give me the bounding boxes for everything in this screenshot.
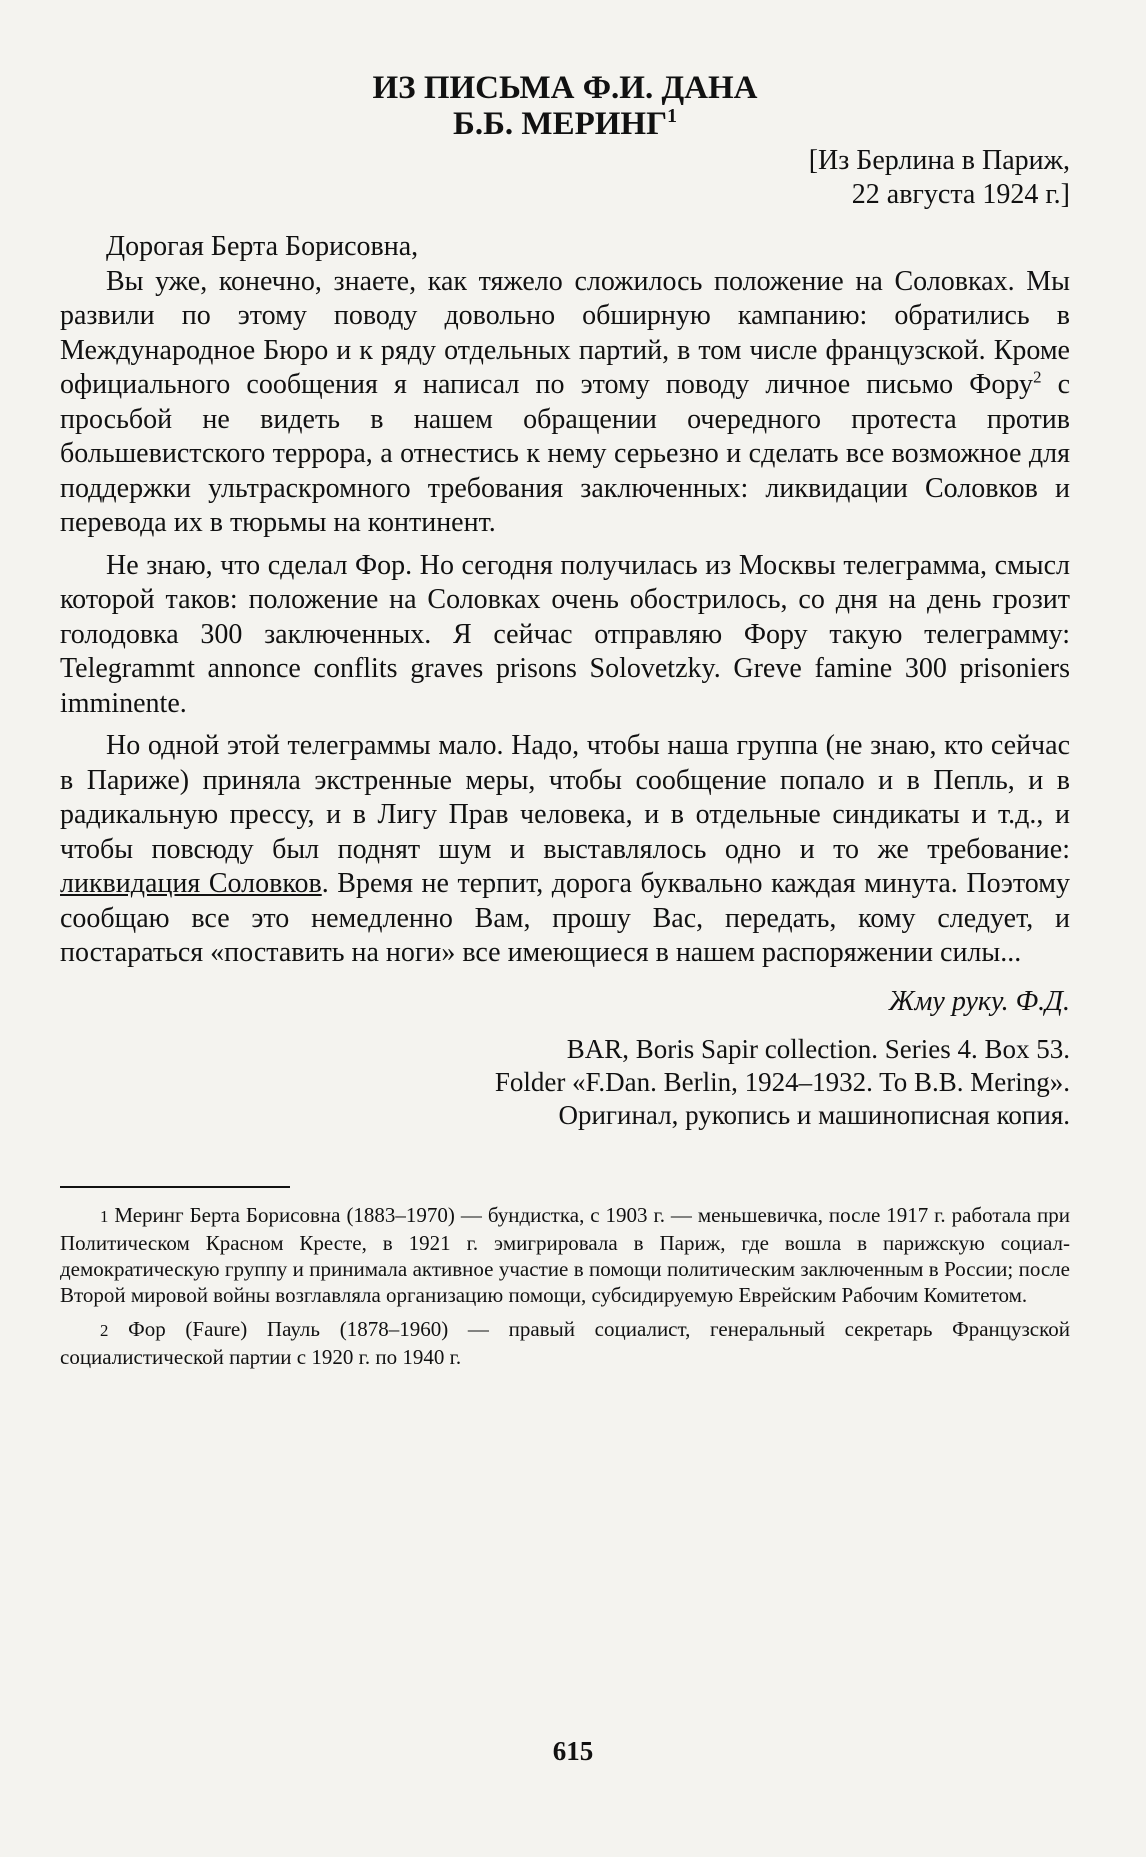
place-date bbox=[60, 144, 1070, 212]
archive-line-1: BAR, Boris Sapir collection. Series 4. Box 53. bbox=[566, 1033, 1070, 1064]
paragraph-3 bbox=[60, 729, 1070, 971]
title-line-2: Б.Б. МЕРИНГ bbox=[453, 106, 668, 142]
footnotes bbox=[60, 1202, 1070, 1370]
signature: Жму руку. Ф.Д. bbox=[888, 985, 1070, 1017]
footnote-2-number: 2 bbox=[100, 1320, 109, 1340]
footnote-1-number: 1 bbox=[100, 1206, 109, 1226]
document-title bbox=[60, 70, 1070, 142]
page-number: 615 bbox=[552, 1736, 594, 1766]
paragraph-3-text-b: . Время не терпит, дорога буквально каждая минута. Поэтому сообщаю все это немедленно Вам, прошу Вас, передать, кому следует, и постараться «поставить на ноги» все имеющиеся в нашем распоряжении силы... bbox=[60, 868, 1070, 968]
place-date-line-1: [Из Берлина в Париж, bbox=[808, 145, 1070, 176]
footnote-divider bbox=[60, 1186, 290, 1188]
archive-line-2: Folder «F.Dan. Berlin, 1924–1932. To B.B. Mering». bbox=[494, 1066, 1070, 1097]
footnote-1-text: Меринг Берта Борисовна (1883–1970) — бундистка, с 1903 г. — меньшевичка, после 1917 г. работала при Политическом Красном Кресте, в 1921 г. эмигрировала в Париж, где вошла в парижскую социал-демократическую группу и принимала активное участие в помощи политическим заключенным в России; после Второй мировой войны возглавляла организацию помощи, субсидируемую Еврейским Рабочим Комитетом. bbox=[60, 1202, 1071, 1307]
paragraph-1 bbox=[60, 265, 1070, 541]
archive-line-3: Оригинал, рукопись и машинописная копия. bbox=[558, 1099, 1070, 1130]
place-date-line-2: 22 августа 1924 г.] bbox=[851, 179, 1070, 210]
letter-body bbox=[60, 230, 1070, 971]
paragraph-1-text-a: Вы уже, конечно, знаете, как тяжело сложилось положение на Соловках. Мы развили по этому поводу довольно обширную кампанию: обратились в Международное Бюро и к ряду отдельных партий, в том числе французской. Кроме официального сообщения я написал по этому поводу личное письмо Фору bbox=[60, 265, 1070, 400]
footnote-2 bbox=[60, 1316, 1070, 1370]
title-line-1: ИЗ ПИСЬМА Ф.И. ДАНА bbox=[372, 70, 758, 106]
footnote-1 bbox=[60, 1202, 1070, 1308]
paragraph-2: Не знаю, что сделал Фор. Но сегодня получилась из Москвы телеграмма, смысл которой таков: положение на Соловках очень обострилось, со дня на день грозит голодовка 300 заключенных. Я сейчас отправляю Фору такую телеграмму: Telegrammt annonce conflits graves prisons Solovetzky. Greve famine 300 prisoniers imminente. bbox=[60, 549, 1070, 719]
title-footnote-mark: 1 bbox=[667, 105, 677, 127]
underlined-demand: ликвидация Соловков bbox=[60, 868, 322, 899]
page-content bbox=[60, 70, 1070, 1370]
footnote-2-text: Фор (Faure) Пауль (1878–1960) — правый социалист, генеральный секретарь Французской социалистической партии с 1920 г. по 1940 г. bbox=[60, 1316, 1070, 1369]
archive-reference bbox=[60, 1033, 1070, 1132]
salutation: Дорогая Берта Борисовна, bbox=[106, 231, 419, 262]
paragraph-1-text-b: с просьбой не видеть в нашем обращении очередного протеста против большевистского террора, а отнестись к нему серьезно и сделать все возможное для поддержки ультраскромного требования заключенных: ликвидации Соловков и перевода их в тюрьмы на континент. bbox=[60, 369, 1070, 538]
footnote-mark-2: 2 bbox=[1033, 367, 1042, 387]
paragraph-3-text-a: Но одной этой телеграммы мало. Надо, чтобы наша группа (не знаю, кто сейчас в Париже) приняла экстренные меры, чтобы сообщение попало и в Пепль, и в радикальную прессу, и в Лигу Прав человека, и в отдельные синдикаты и т.д., и чтобы повсюду был поднят шум и выставлялось одно и то же требование: bbox=[60, 730, 1070, 865]
